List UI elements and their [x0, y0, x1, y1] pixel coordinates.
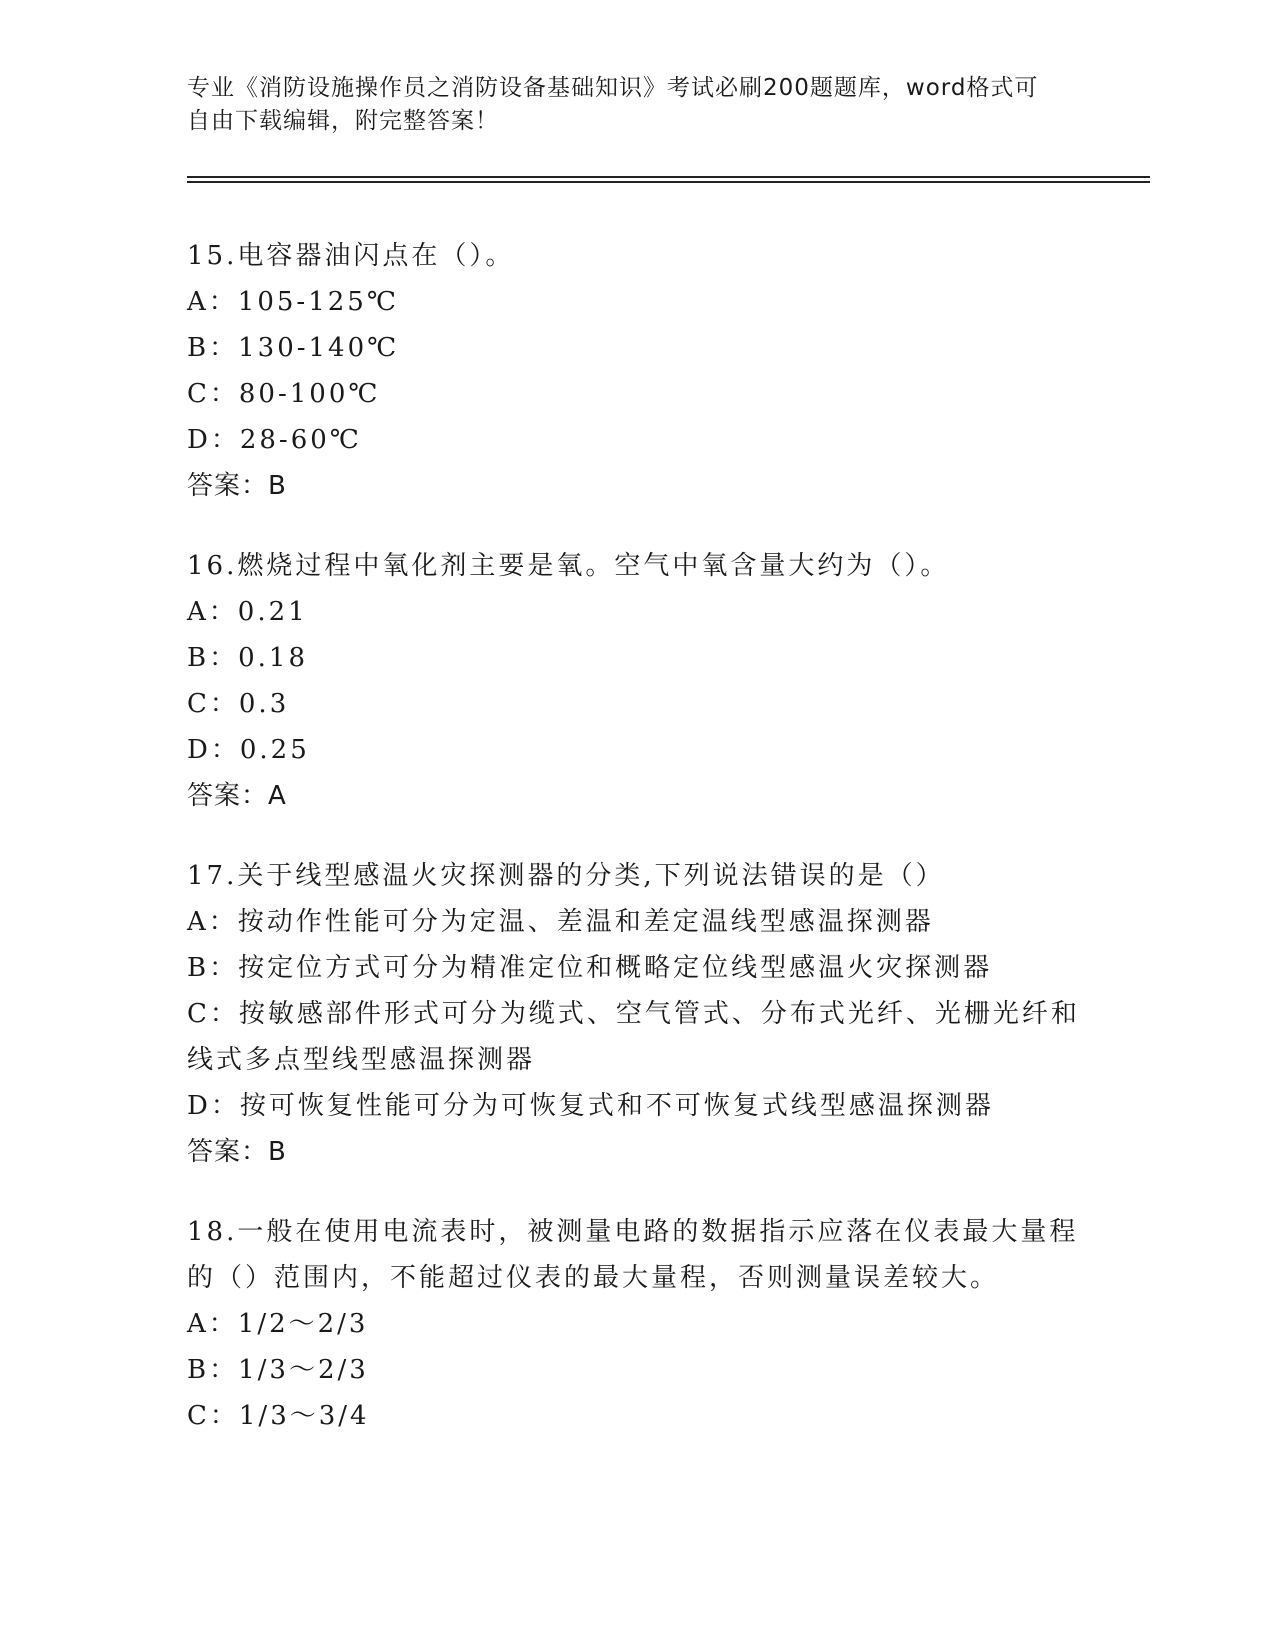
header-line-1: 专业《消防设施操作员之消防设备基础知识》考试必刷200题题库，word格式可 — [187, 75, 1039, 101]
question-18 — [187, 1209, 1087, 1439]
option-b: B：按定位方式可分为精准定位和概略定位线型感温火灾探测器 — [187, 953, 993, 983]
option-a: A：105-125℃ — [187, 287, 399, 317]
question-stem: 18.一般在使用电流表时，被测量电路的数据指示应落在仪表最大量程的（）范围内，不能超过仪表的最大量程，否则测量误差较大。 — [187, 1217, 1079, 1293]
question-17 — [187, 853, 1087, 1175]
option-a: A：按动作性能可分为定温、差温和差定温线型感温探测器 — [187, 907, 934, 937]
option-c: C：1/3～3/4 — [187, 1401, 370, 1431]
option-d: D：28-60℃ — [187, 425, 362, 455]
question-stem: 15.电容器油闪点在（）。 — [187, 241, 515, 271]
option-d: D：按可恢复性能可分为可恢复式和不可恢复式线型感温探测器 — [187, 1091, 994, 1121]
answer-label: 答案：A — [187, 781, 287, 811]
header-divider-top — [187, 176, 1150, 178]
option-b: B：1/3～2/3 — [187, 1355, 369, 1385]
answer-label: 答案：B — [187, 1137, 287, 1167]
question-list — [187, 233, 1087, 1473]
question-stem: 16.燃烧过程中氧化剂主要是氧。空气中氧含量大约为（）。 — [187, 551, 950, 581]
option-d: D：0.25 — [187, 735, 310, 765]
option-b: B：130-140℃ — [187, 333, 400, 363]
option-c: C：0.3 — [187, 689, 290, 719]
option-c: C：按敏感部件形式可分为缆式、空气管式、分布式光纤、光栅光纤和线式多点型线型感温探测器 — [187, 999, 1080, 1075]
answer-label: 答案：B — [187, 471, 287, 501]
question-15 — [187, 233, 1087, 509]
header-divider-bottom — [187, 181, 1150, 183]
question-16 — [187, 543, 1087, 819]
question-stem: 17.关于线型感温火灾探测器的分类,下列说法错误的是（） — [187, 861, 945, 891]
option-c: C：80-100℃ — [187, 379, 381, 409]
option-b: B：0.18 — [187, 643, 308, 673]
document-header — [187, 72, 1087, 138]
option-a: A：1/2～2/3 — [187, 1309, 369, 1339]
header-line-2: 自由下载编辑，附完整答案！ — [187, 108, 499, 134]
option-a: A：0.21 — [187, 597, 308, 627]
